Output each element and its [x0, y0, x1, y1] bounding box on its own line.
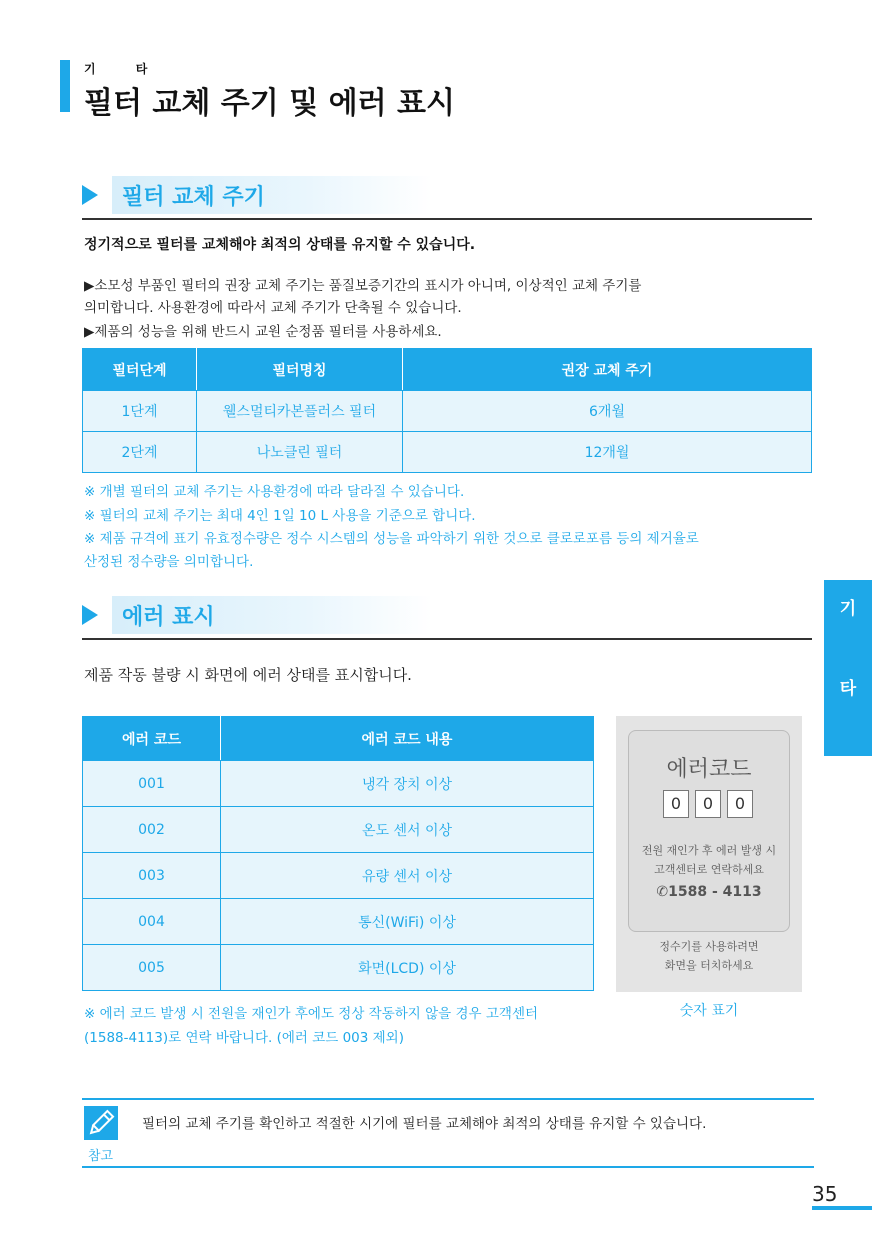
table-header-row [83, 349, 812, 391]
note-line: (1588-4113)로 연락 바랍니다. (에러 코드 003 제외) [84, 1030, 404, 1046]
table-cell: 2단계 [83, 432, 197, 473]
filter-table [82, 348, 812, 473]
section-label-background [112, 596, 432, 634]
table-cell: 냉각 장치 이상 [221, 761, 594, 807]
error-digit: 0 [663, 790, 689, 818]
side-tab-char: 타 [839, 679, 857, 699]
note-line: ※ 필터의 교체 주기는 최대 4인 1일 10 L 사용을 기준으로 합니다. [84, 508, 476, 524]
reference-label: 참고 [88, 1149, 114, 1164]
table-row [83, 899, 594, 945]
error-code-table [82, 716, 594, 991]
display-message: 전원 재인가 후 에러 발생 시 [641, 844, 777, 857]
table-cell: 005 [83, 945, 221, 991]
table-row [83, 807, 594, 853]
pencil-note-icon [84, 1106, 118, 1140]
page-number: 35 [812, 1182, 838, 1206]
section-heading-filter-cycle [82, 174, 812, 220]
table-cell: 유량 센서 이상 [221, 853, 594, 899]
table-cell: 002 [83, 807, 221, 853]
table-cell: 1단계 [83, 391, 197, 432]
error-display-illustration [616, 716, 802, 992]
section-heading-error-display [82, 594, 812, 640]
table-header-cell: 권장 교체 주기 [403, 349, 812, 391]
table-cell: 웰스멀티카본플러스 필터 [197, 391, 403, 432]
reference-divider-bottom [82, 1166, 814, 1168]
table-cell: 12개월 [403, 432, 812, 473]
table-cell: 004 [83, 899, 221, 945]
table-header-cell: 에러 코드 내용 [221, 717, 594, 761]
section-title: 필터 교체 주기 [122, 185, 265, 210]
note-line: ※ 에러 코드 발생 시 전원을 재인가 후에도 정상 작동하지 않을 경우 고객센터 [84, 1006, 539, 1022]
side-tab-char: 기 [839, 599, 857, 619]
table-row [83, 391, 812, 432]
illustration-caption: 숫자 표기 [679, 1003, 739, 1019]
section-lead: 정기적으로 필터를 교체해야 최적의 상태를 유지할 수 있습니다. [84, 237, 476, 253]
chapter-side-tab [824, 580, 872, 756]
table-row [83, 761, 594, 807]
table-cell: 003 [83, 853, 221, 899]
note-line: ※ 제품 규격에 표기 유효정수량은 정수 시스템의 성능을 파악하기 위한 것으로 클로로포름 등의 제거율로 [84, 531, 699, 547]
table-cell: 6개월 [403, 391, 812, 432]
table-row [83, 945, 594, 991]
display-message: 정수기를 사용하려면 [659, 940, 759, 953]
display-phone: ✆1588 - 4113 [656, 884, 762, 900]
section-intro: 제품 작동 불량 시 화면에 에러 상태를 표시합니다. [84, 666, 412, 684]
section-title: 에러 표시 [122, 605, 215, 630]
header-accent-bar [60, 60, 70, 112]
error-digit: 0 [727, 790, 753, 818]
page-number-underline [812, 1206, 872, 1210]
table-row [83, 432, 812, 473]
bullet-line: ▶소모성 부품인 필터의 권장 교체 주기는 품질보증기간의 표시가 아니며, 이상적인 교체 주기를 [84, 278, 642, 294]
reference-divider-top [82, 1098, 814, 1100]
note-line: 산정된 정수량을 의미합니다. [84, 554, 254, 570]
table-cell: 화면(LCD) 이상 [221, 945, 594, 991]
bullet-line: 의미합니다. 사용환경에 따라서 교체 주기가 단축될 수 있습니다. [84, 300, 462, 316]
note-line: ※ 개별 필터의 교체 주기는 사용환경에 따라 달라질 수 있습니다. [84, 484, 465, 500]
error-digits [663, 790, 753, 818]
display-message: 고객센터로 연락하세요 [654, 863, 764, 876]
error-digit: 0 [695, 790, 721, 818]
page-title: 필터 교체 주기 및 에러 표시 [84, 86, 456, 121]
table-cell: 통신(WiFi) 이상 [221, 899, 594, 945]
triangle-bullet-icon [82, 605, 98, 625]
bullet-line: ▶제품의 성능을 위해 반드시 교원 순정품 필터를 사용하세요. [84, 324, 442, 340]
table-header-cell: 필터단계 [83, 349, 197, 391]
table-header-row [83, 717, 594, 761]
table-row [83, 853, 594, 899]
display-message: 화면을 터치하세요 [664, 959, 754, 972]
display-title: 에러코드 [666, 757, 752, 782]
section-label-background [112, 176, 432, 214]
table-cell: 나노클린 필터 [197, 432, 403, 473]
header-category: 기 타 [84, 62, 166, 76]
table-cell: 온도 센서 이상 [221, 807, 594, 853]
table-cell: 001 [83, 761, 221, 807]
reference-text: 필터의 교체 주기를 확인하고 적절한 시기에 필터를 교체해야 최적의 상태를 유지할 수 있습니다. [142, 1116, 707, 1132]
table-header-cell: 에러 코드 [83, 717, 221, 761]
triangle-bullet-icon [82, 185, 98, 205]
table-header-cell: 필터명칭 [197, 349, 403, 391]
